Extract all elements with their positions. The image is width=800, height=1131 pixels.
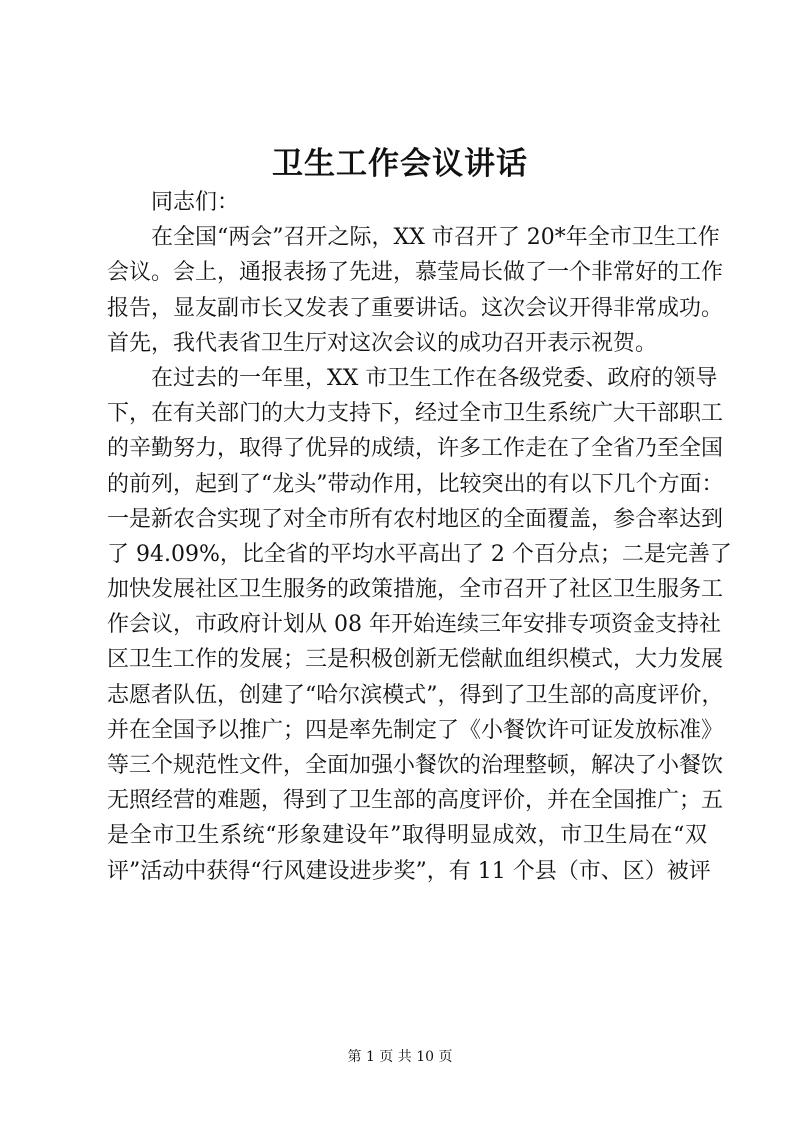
paragraph-2-line-11: 并在全国予以推广；四是率先制定了《小餐饮许可证发放标准》 [107, 717, 724, 743]
document-body [107, 185, 732, 889]
paragraph-1-line-3: 报告，显友副市长又发表了重要讲话。这次会议开得非常成功。 [107, 295, 724, 321]
paragraph-2-line-9: 区卫生工作的发展；三是积极创新无偿献血组织模式，大力发展 [107, 647, 724, 673]
paragraph-2-line-12: 等三个规范性文件，全面加强小餐饮的治理整顿，解决了小餐饮 [107, 753, 724, 778]
paragraph-2-line-14: 是全市卫生系统“形象建设年”取得明显成效，市卫生局在“双 [107, 823, 707, 849]
paragraph-1-line-4: 首先，我代表省卫生厅对这次会议的成功召开表示祝贺。 [107, 330, 658, 356]
paragraph-2-line-15: 评”活动中获得“行风建设进步奖”，有 11 个县（市、区）被评 [107, 858, 711, 884]
paragraph-2-line-13: 无照经营的难题，得到了卫生部的高度评价，并在全国推广；五 [107, 788, 724, 814]
page-number-footer: 第 1 页 共 10 页 [347, 1049, 453, 1065]
paragraph-2-line-8: 作会议，市政府计划从 08 年开始连续三年安排专项资金支持社 [107, 612, 721, 638]
paragraph-2-line-1: 在过去的一年里，XX 市卫生工作在各级党委、政府的领导 [151, 365, 718, 391]
paragraph-2-line-5: 一是新农合实现了对全市所有农村地区的全面覆盖，参合率达到 [107, 506, 724, 532]
paragraph-1-line-2: 会议。会上，通报表扬了先进，慕莹局长做了一个非常好的工作 [107, 260, 724, 286]
paragraph-1-line-1: 在全国“两会”召开之际，XX 市召开了 20*年全市卫生工作 [151, 225, 720, 251]
paragraph-2-line-4: 的前列，起到了“龙头”带动作用，比较突出的有以下几个方面： [107, 471, 724, 497]
salutation: 同志们： [151, 190, 240, 215]
paragraph-2-line-6: 了 94.09%，比全省的平均水平高出了 2 个百分点；二是完善了 [107, 541, 732, 567]
paragraph-2-line-10: 志愿者队伍，创建了“哈尔滨模式”，得到了卫生部的高度评价， [107, 682, 724, 708]
document-title: 卫生工作会议讲话 [272, 146, 528, 182]
paragraph-2-line-7: 加快发展社区卫生服务的政策措施，全市召开了社区卫生服务工 [107, 577, 724, 603]
paragraph-2-line-2: 下，在有关部门的大力支持下，经过全市卫生系统广大干部职工 [107, 401, 724, 427]
paragraph-2-line-3: 的辛勤努力，取得了优异的成绩，许多工作走在了全省乃至全国 [107, 436, 724, 462]
